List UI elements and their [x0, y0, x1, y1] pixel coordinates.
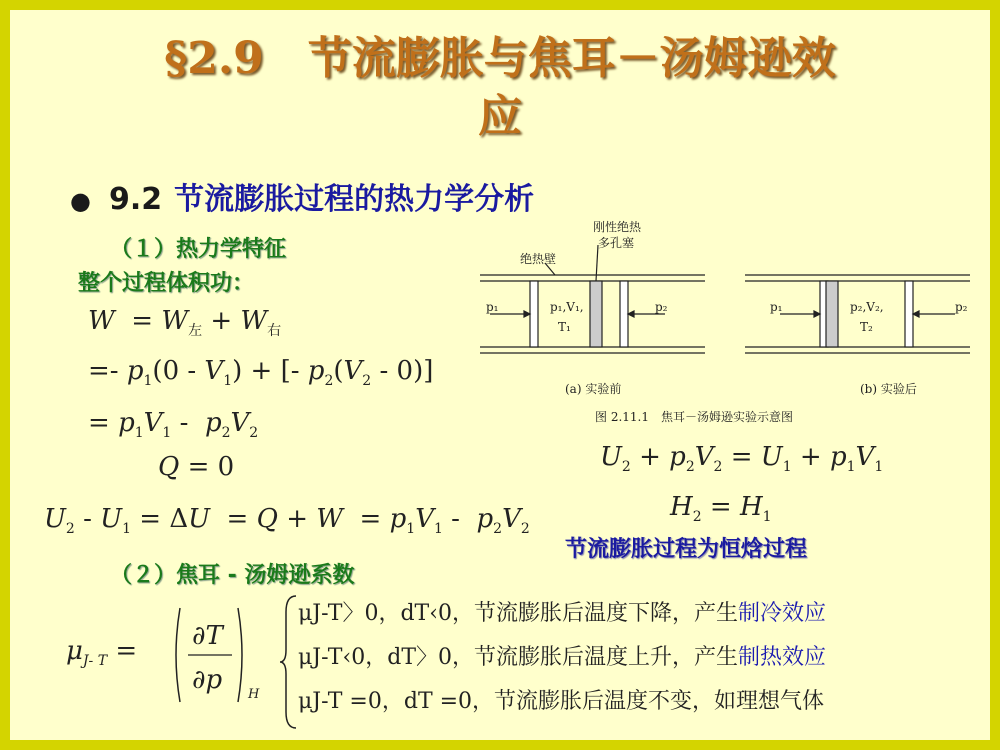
- fig-b-t2: T₂: [860, 320, 873, 334]
- equation-internal-energy: $U_2 - U_1 = \Delta U = Q + W = p_1V_1 - p_2V_2$: [44, 504, 530, 538]
- section1-subheading: 整个过程体积功：: [78, 271, 255, 296]
- conclusion-text: 节流膨胀过程为恒焓过程: [565, 537, 808, 562]
- subtitle-number: 9.2: [108, 182, 163, 217]
- equation-work-def: $W = W_左 + W_右$: [88, 306, 282, 340]
- svg-text:∂p: ∂p: [192, 665, 223, 695]
- title-line-1: §2.9 节流膨胀与焦耳－汤姆逊效: [164, 33, 836, 84]
- bullet-icon: ●: [70, 186, 91, 215]
- fig-a-state: p₁,V₁,: [550, 300, 584, 314]
- condition-row-2: [298, 640, 826, 671]
- section2-heading: （２）焦耳 - 汤姆逊系数: [110, 563, 355, 588]
- condition-2-highlight: 制热效应: [738, 645, 827, 670]
- fig-b-p2: p₂: [955, 300, 968, 314]
- condition-2-text: μJ-T‹0，dT〉0，节流膨胀后温度上升，产生: [298, 645, 738, 670]
- equation-enthalpy-equal: $H_2 = H_1$: [670, 492, 772, 526]
- fig-caption-main: 图 2.11.1 焦耳－汤姆逊实验示意图: [595, 410, 793, 424]
- fig-top-label-1: 刚性绝热: [593, 220, 642, 234]
- condition-3-text: μJ-T =0，dT =0，节流膨胀后温度不变，如理想气体: [298, 689, 825, 714]
- fig-b-state: p₂,V₂,: [850, 300, 884, 314]
- subtitle-text: 节流膨胀过程的热力学分析: [174, 182, 535, 217]
- fig-caption-b: (b) 实验后: [860, 382, 917, 396]
- fig-caption-a: (a) 实验前: [565, 382, 622, 396]
- brace-icon: [280, 592, 300, 732]
- condition-row-1: [298, 596, 826, 627]
- equation-work-result: = $p_1V_1 - p_2V_2$: [88, 408, 259, 442]
- equation-jt-symbol: $\mu_{J- T}$ =: [66, 636, 138, 670]
- fig-a-t1: T₁: [558, 320, 571, 334]
- section1-heading: （１）热力学特征: [110, 237, 287, 262]
- condition-row-3: [298, 684, 824, 715]
- fig-top-label-2: 多孔塞: [598, 236, 635, 250]
- fig-wall-label: 绝热壁: [520, 252, 557, 266]
- condition-1-text: μJ-T〉0，dT‹0，节流膨胀后温度下降，产生: [298, 601, 738, 626]
- fig-b-p1: p₁: [770, 300, 783, 314]
- svg-text:H: H: [248, 687, 260, 702]
- equation-jt-partial: [172, 600, 282, 710]
- fig-a-p1: p₁: [486, 300, 499, 314]
- joule-thomson-figure: [470, 215, 980, 435]
- fig-a-p2: p₂: [655, 300, 668, 314]
- figure-a: [480, 245, 705, 353]
- svg-text:∂T: ∂T: [192, 621, 223, 651]
- equation-heat: Q = 0: [158, 452, 235, 482]
- slide: [10, 10, 990, 740]
- condition-1-highlight: 制冷效应: [738, 601, 827, 626]
- slide-title: [10, 30, 990, 146]
- equation-work-expand: =- $p_1(0 - V_1)$ + [- $p_2(V_2 - 0)$]: [88, 356, 434, 390]
- title-line-2: 应: [478, 91, 522, 142]
- subtitle: [70, 174, 534, 218]
- figure-b: [745, 275, 970, 353]
- equation-enthalpy-balance: $U_2 + p_2V_2 = U_1 + p_1V_1$: [600, 442, 884, 476]
